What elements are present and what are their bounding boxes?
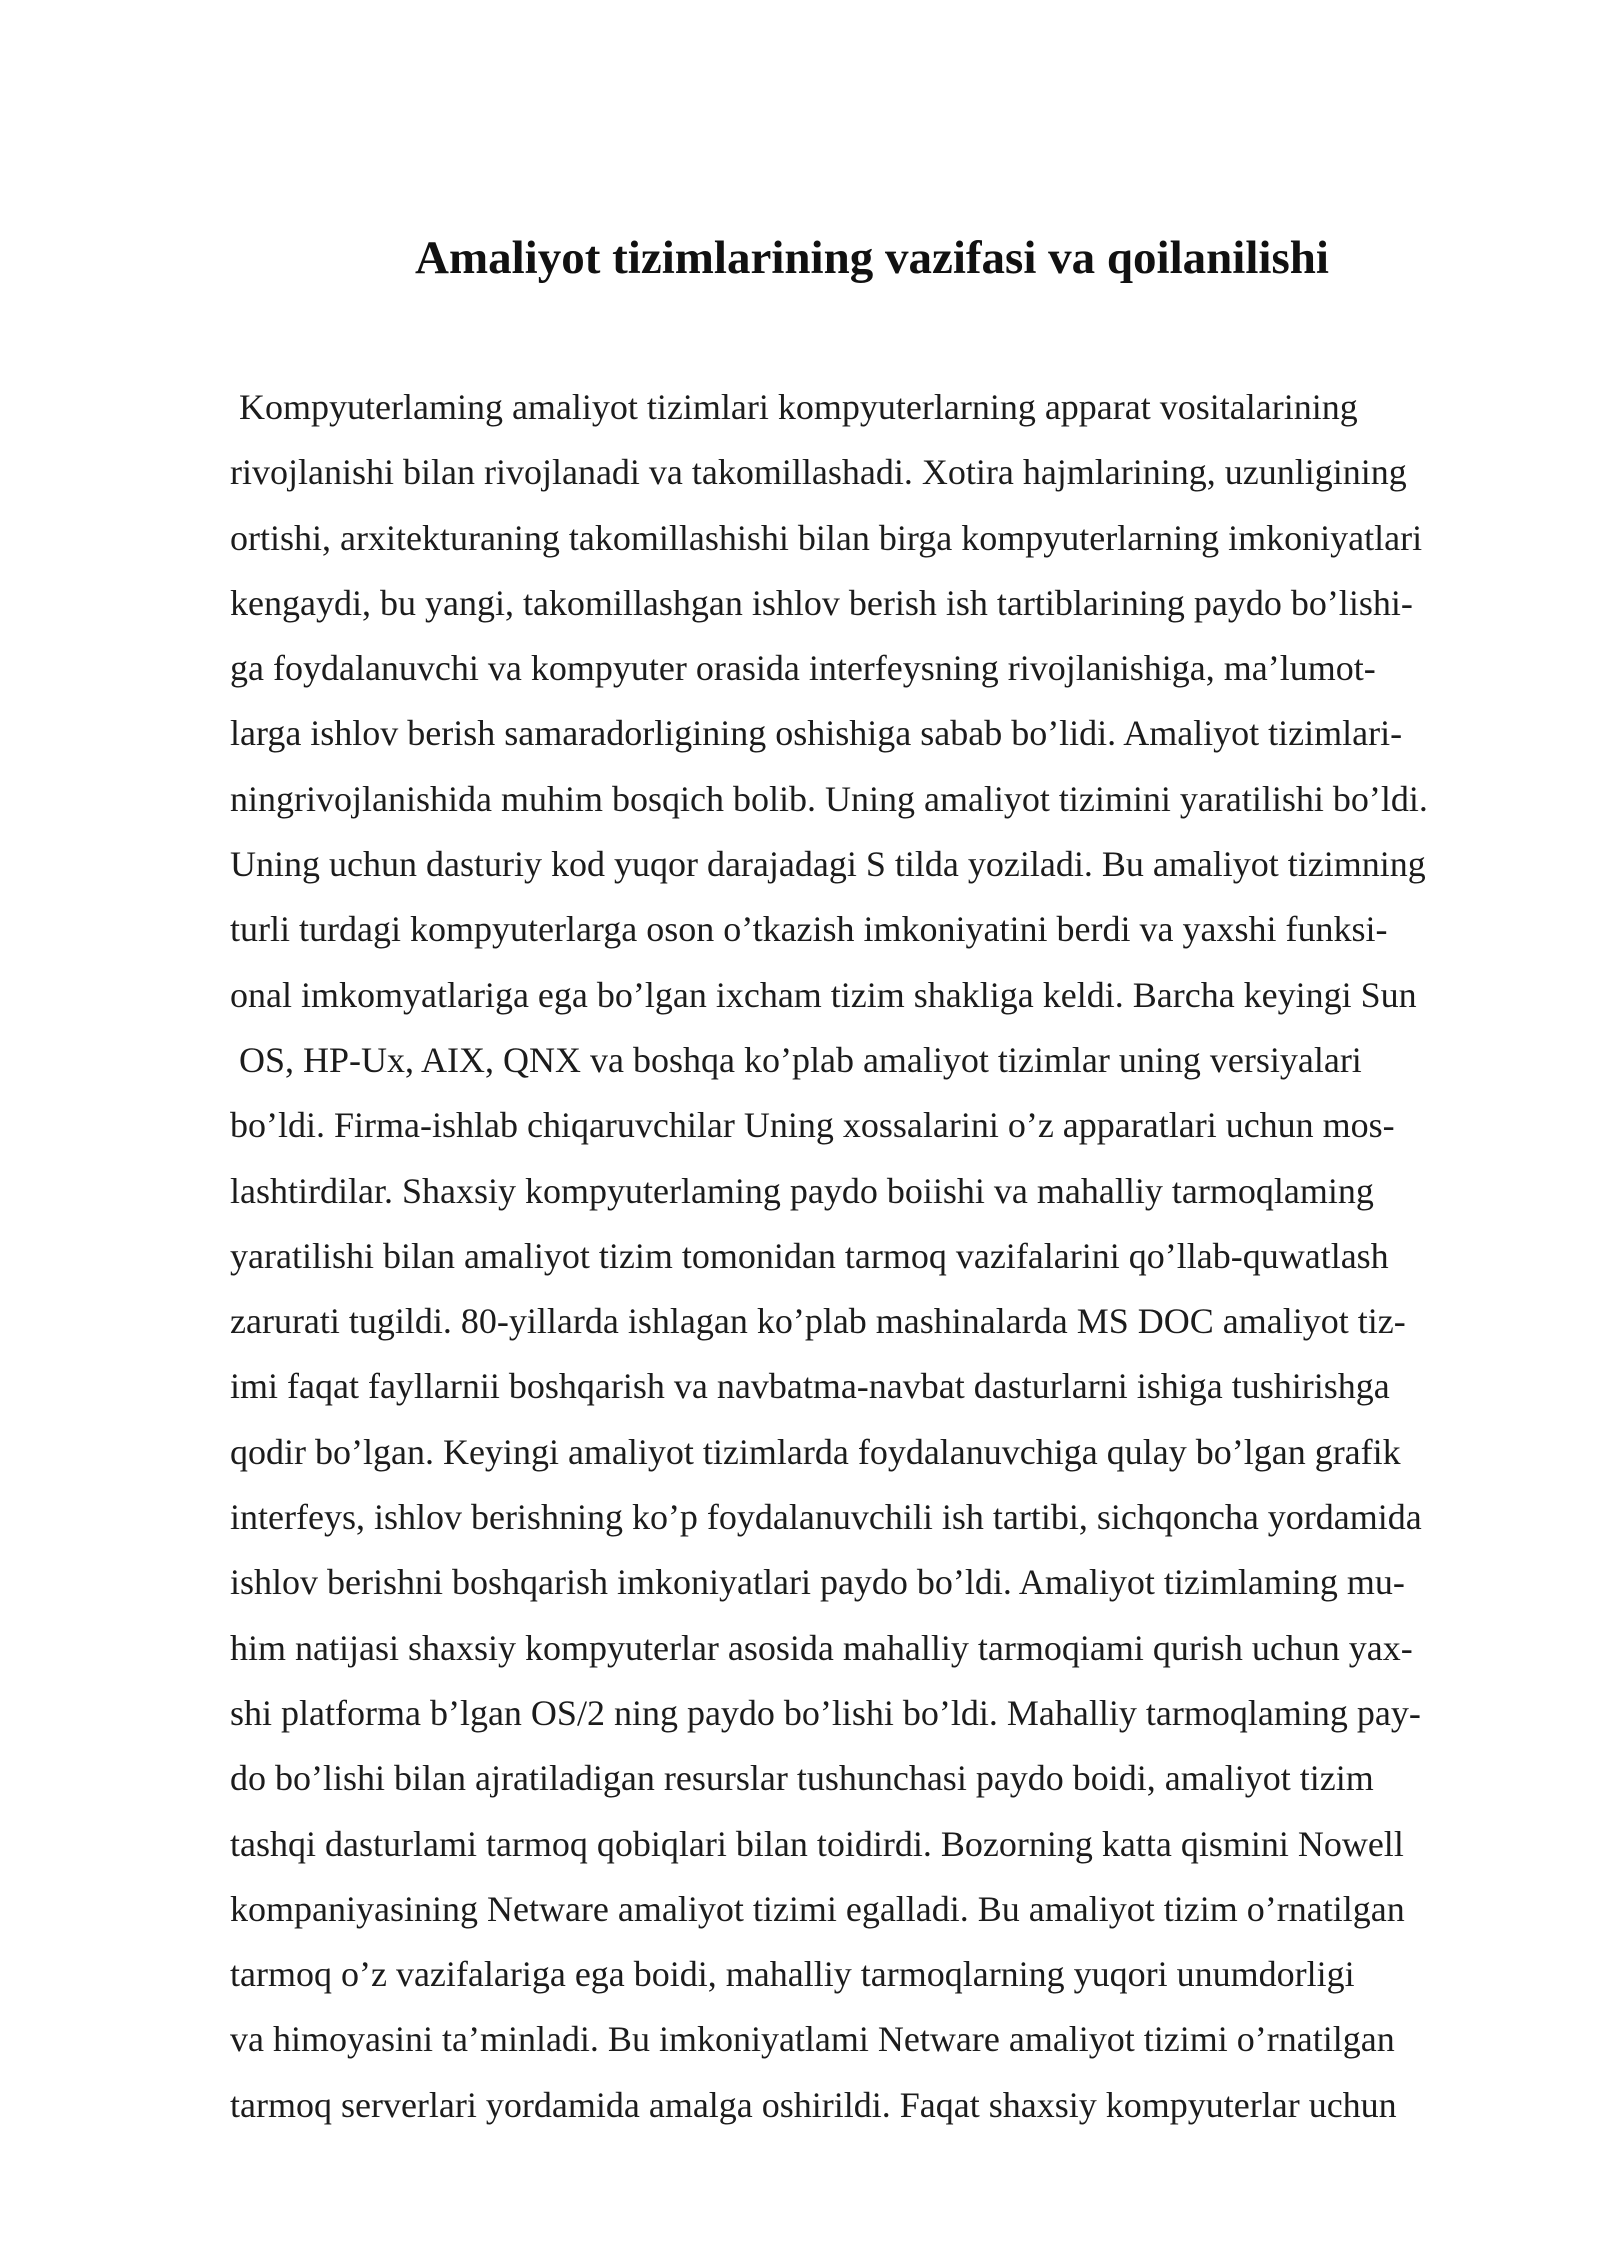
text-line: kengaydi, bu yangi, takomillashgan ishlov berish ish tartiblarining paydo bo’lishi- bbox=[230, 582, 1413, 623]
text-line: yaratilishi bilan amaliyot tizim tomonidan tarmoq vazifalarini qo’llab-quwatlash bbox=[230, 1235, 1389, 1276]
text-line: ga foydalanuvchi va kompyuter orasida interfeysning rivojlanishiga, ma’lumot- bbox=[230, 648, 1376, 689]
text-line: ningrivojlanishida muhim bosqich bolib. Uning amaliyot tizimini yaratilishi bo’ldi. bbox=[230, 778, 1428, 819]
text-line: tarmoq o’z vazifalariga ega boidi, mahalliy tarmoqlarning yuqori unumdorligi bbox=[230, 1954, 1355, 1995]
text-line: kompaniyasining Netware amaliyot tizimi egalladi. Bu amaliyot tizim o’rnatilgan bbox=[230, 1888, 1405, 1929]
text-line: him natijasi shaxsiy kompyuterlar asosida mahalliy tarmoqiami qurish uchun yax- bbox=[230, 1627, 1413, 1668]
text-line: shi platforma b’lgan OS/2 ning paydo bo’lishi bo’ldi. Mahalliy tarmoqlaming pay- bbox=[230, 1692, 1421, 1733]
text-line: ortishi, arxitekturaning takomillashishi bilan birga kompyuterlarning imkoniyatlari bbox=[230, 517, 1423, 558]
text-line: turli turdagi kompyuterlarga oson o’tkazish imkoniyatini berdi va yaxshi funksi- bbox=[230, 909, 1388, 950]
document-title: Amaliyot tizimlarining vazifasi va qoilanilishi bbox=[415, 232, 1329, 284]
text-line: lashtirdilar. Shaxsiy kompyuterlaming paydo boiishi va mahalliy tarmoqlaming bbox=[230, 1170, 1374, 1211]
text-line: imi faqat fayllarnii boshqarish va navbatma-navbat dasturlarni ishiga tushirishga bbox=[230, 1366, 1390, 1407]
text-line: larga ishlov berish samaradorligining oshishiga sabab bo’lidi. Amaliyot tizimlari- bbox=[230, 713, 1403, 754]
text-line: ishlov berishni boshqarish imkoniyatlari paydo bo’ldi. Amaliyot tizimlaming mu- bbox=[230, 1562, 1405, 1603]
text-line: qodir bo’lgan. Keyingi amaliyot tizimlarda foydalanuvchiga qulay bo’lgan grafik bbox=[230, 1431, 1401, 1472]
text-line: va himoyasini ta’minladi. Bu imkoniyatlami Netware amaliyot tizimi o’rnatilgan bbox=[230, 2019, 1395, 2060]
text-line: zarurati tugildi. 80-yillarda ishlagan ko’plab mashinalarda MS DOC amaliyot tiz- bbox=[230, 1301, 1406, 1342]
text-line: tarmoq serverlari yordamida amalga oshirildi. Faqat shaxsiy kompyuterlar uchun bbox=[230, 2084, 1397, 2125]
text-line: rivojlanishi bilan rivojlanadi va takomillashadi. Xotira hajmlarining, uzunligining bbox=[230, 452, 1407, 493]
text-line: bo’ldi. Firma-ishlab chiqaruvchilar Uning xossalarini o’z apparatlari uchun mos- bbox=[230, 1105, 1395, 1146]
text-line: Uning uchun dasturiy kod yuqor darajadagi S tilda yoziladi. Bu amaliyot tizimning bbox=[230, 844, 1426, 885]
text-line: interfeys, ishlov berishning ko’p foydalanuvchili ish tartibi, sichqoncha yordamida bbox=[230, 1497, 1422, 1538]
text-line: tashqi dasturlami tarmoq qobiqlari bilan toidirdi. Bozorning katta qismini Nowell bbox=[230, 1823, 1404, 1864]
text-line: OS, HP-Ux, AIX, QNX va boshqa ko’plab amaliyot tizimlar uning versiyalari bbox=[230, 1039, 1362, 1080]
body-paragraph bbox=[230, 375, 1530, 2138]
text-line: onal imkomyatlariga ega bo’lgan ixcham tizim shakliga keldi. Barcha keyingi Sun bbox=[230, 974, 1417, 1015]
text-line: do bo’lishi bilan ajratiladigan resurslar tushunchasi paydo boidi, amaliyot tizim bbox=[230, 1758, 1374, 1799]
text-line: Kompyuterlaming amaliyot tizimlari kompyuterlarning apparat vositalarining bbox=[230, 387, 1358, 427]
